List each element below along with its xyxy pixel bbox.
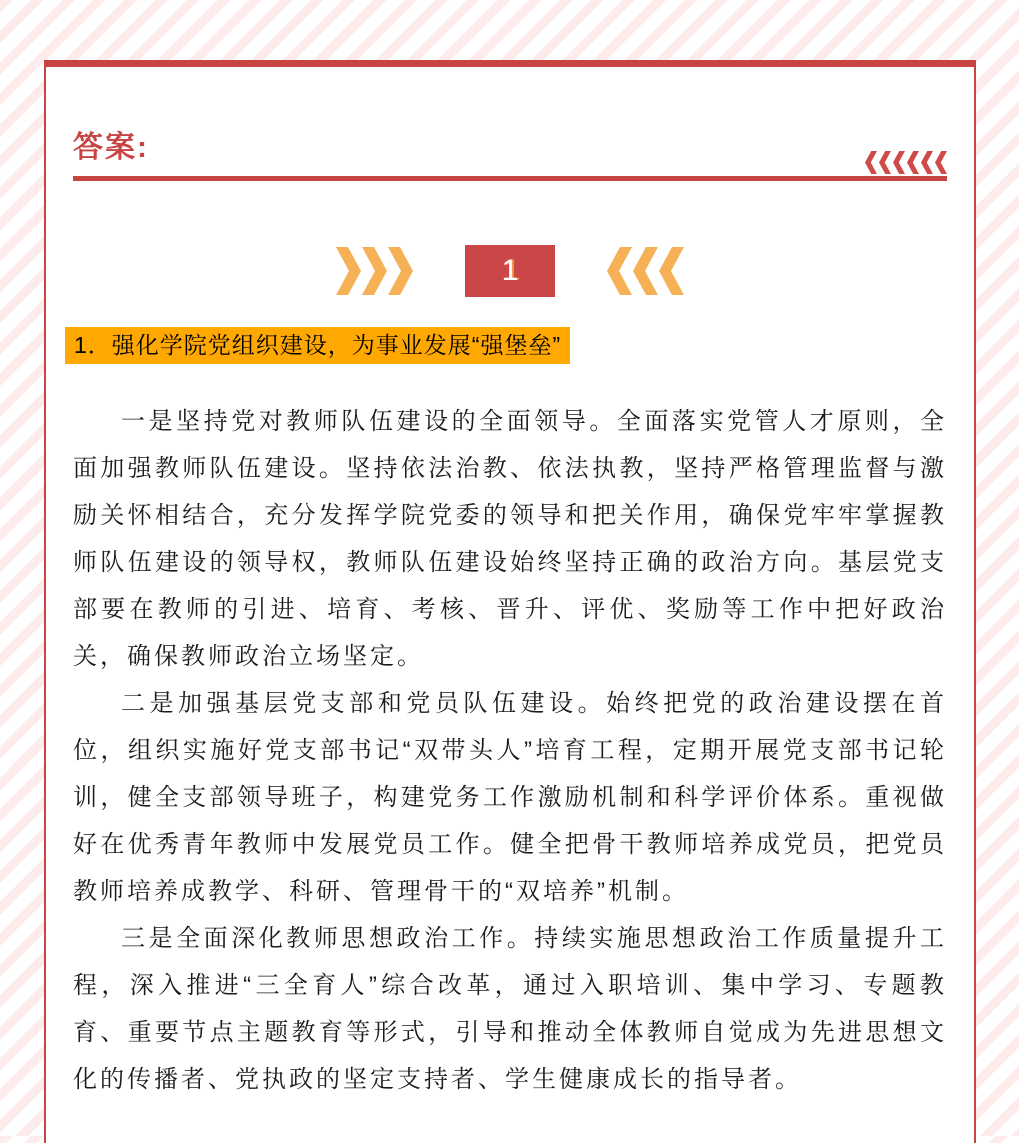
content-card: [44, 60, 976, 1143]
body-text: [73, 398, 947, 1103]
chevron-left-icon: [659, 247, 684, 295]
section-number-divider: [73, 245, 947, 297]
paragraph: 二是加强基层党支部和党员队伍建设。始终把党的政治建设摆在首位，组织实施好党支部书记“双带头人”培育工程，定期开展党支部书记轮训，健全支部领导班子，构建党务工作激励机制和科学评价体系。重视做好在优秀青年教师中发展党员工作。健全把骨干教师培养成党员，把党员教师培养成教学、科研、管理骨干的“双培养”机制。: [73, 690, 947, 905]
chevron-right-icon: [388, 247, 413, 295]
chevron-right-icon: [362, 247, 387, 295]
chevron-left-icon: [607, 247, 632, 295]
answer-header: [73, 67, 947, 181]
chevron-left-icon: [633, 247, 658, 295]
paragraph: 一是坚持党对教师队伍建设的全面领导。全面落实党管人才原则，全面加强教师队伍建设。坚持依法治教、依法执教，坚持严格管理监督与激励关怀相结合，充分发挥学院党委的领导和把关作用，确保党牢牢掌握教师队伍建设的领导权，教师队伍建设始终坚持正确的政治方向。基层党支部要在教师的引进、培育、考核、晋升、评优、奖励等工作中把好政治关，确保教师政治立场坚定。: [73, 408, 947, 670]
paragraph: 三是全面深化教师思想政治工作。持续实施思想政治工作质量提升工程，深入推进“三全育人”综合改革，通过入职培训、集中学习、专题教育、重要节点主题教育等形式，引导和推动全体教师自觉成为先进思想文化的传播者、党执政的坚定支持者、学生健康成长的指导者。: [73, 925, 947, 1093]
answer-rule: [73, 176, 947, 181]
chevrons-left-orange-icon: [607, 247, 684, 295]
chevron-left-icon: [865, 151, 877, 174]
chevron-left-icon: [907, 151, 919, 174]
chevrons-right-orange-icon: [336, 247, 413, 295]
chevron-left-icon: [935, 151, 947, 174]
chevron-left-icon: [893, 151, 905, 174]
chevrons-left-red-icon: [865, 151, 947, 174]
answer-label: 答案:: [73, 131, 149, 164]
section-heading: 1．强化学院党组织建设，为事业发展“强堡垒”: [65, 327, 570, 364]
chevron-left-icon: [921, 151, 933, 174]
chevron-left-icon: [879, 151, 891, 174]
chevron-right-icon: [336, 247, 361, 295]
section-number-badge: 1: [465, 245, 555, 297]
card-inner: [46, 67, 974, 1103]
